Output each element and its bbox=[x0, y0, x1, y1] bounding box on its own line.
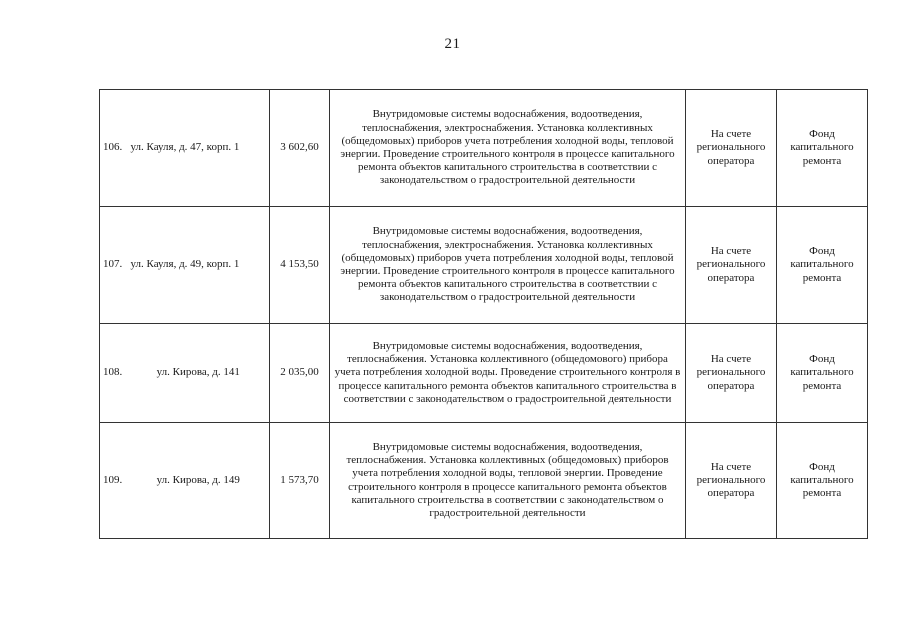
row-funding-source: Фонд капитального ремонта bbox=[777, 324, 868, 423]
row-address: ул. Кирова, д. 149 bbox=[128, 423, 270, 539]
row-funding-source: Фонд капитального ремонта bbox=[777, 90, 868, 207]
row-account-method: На счете регионального оператора bbox=[686, 207, 777, 324]
row-number: 107. bbox=[100, 207, 128, 324]
row-account-method: На счете регионального оператора bbox=[686, 324, 777, 423]
row-area: 1 573,70 bbox=[270, 423, 330, 539]
row-account-method: На счете регионального оператора bbox=[686, 423, 777, 539]
row-area: 2 035,00 bbox=[270, 324, 330, 423]
row-address: ул. Кауля, д. 47, корп. 1 bbox=[128, 90, 270, 207]
table-row bbox=[100, 324, 868, 423]
row-work-description: Внутридомовые системы водоснабжения, водоотведения, теплоснабжения. Установка коллективного (общедомового) прибора учета потребления холодной воды. Проведение строительного контроля в процессе капитального ремонта объектов капитального строительства в соответствии с законодательством о градостроительной деятельности bbox=[330, 324, 686, 423]
table-row bbox=[100, 207, 868, 324]
row-work-description: Внутридомовые системы водоснабжения, водоотведения, теплоснабжения. Установка коллективных (общедомовых) приборов учета потребления холодной воды, тепловой энергии. Проведение строительного контроля в процессе капитального ремонта объектов капитального строительства в соответствии с законодательством о градостроительной деятельности bbox=[330, 423, 686, 539]
row-work-description: Внутридомовые системы водоснабжения, водоотведения, теплоснабжения, электроснабжения. Установка коллективных (общедомовых) приборов учета потребления холодной воды, тепловой энергии. Проведение строительного контроля в процессе капитального ремонта объектов капитального строительства в соответствии с законодательством о градостроительной деятельности bbox=[330, 207, 686, 324]
row-account-method: На счете регионального оператора bbox=[686, 90, 777, 207]
row-address: ул. Кирова, д. 141 bbox=[128, 324, 270, 423]
row-work-description: Внутридомовые системы водоснабжения, водоотведения, теплоснабжения, электроснабжения. Установка коллективных (общедомовых) приборов учета потребления холодной воды, тепловой энергии. Проведение строительного контроля в процессе капитального ремонта объектов капитального строительства в соответствии с законодательством о градостроительной деятельности bbox=[330, 90, 686, 207]
row-number: 109. bbox=[100, 423, 128, 539]
repair-program-table bbox=[99, 89, 868, 539]
row-funding-source: Фонд капитального ремонта bbox=[777, 423, 868, 539]
row-number: 106. bbox=[100, 90, 128, 207]
row-funding-source: Фонд капитального ремонта bbox=[777, 207, 868, 324]
table-row bbox=[100, 423, 868, 539]
row-number: 108. bbox=[100, 324, 128, 423]
row-area: 4 153,50 bbox=[270, 207, 330, 324]
row-address: ул. Кауля, д. 49, корп. 1 bbox=[128, 207, 270, 324]
row-area: 3 602,60 bbox=[270, 90, 330, 207]
page-number: 21 bbox=[444, 36, 461, 52]
table-row bbox=[100, 90, 868, 207]
